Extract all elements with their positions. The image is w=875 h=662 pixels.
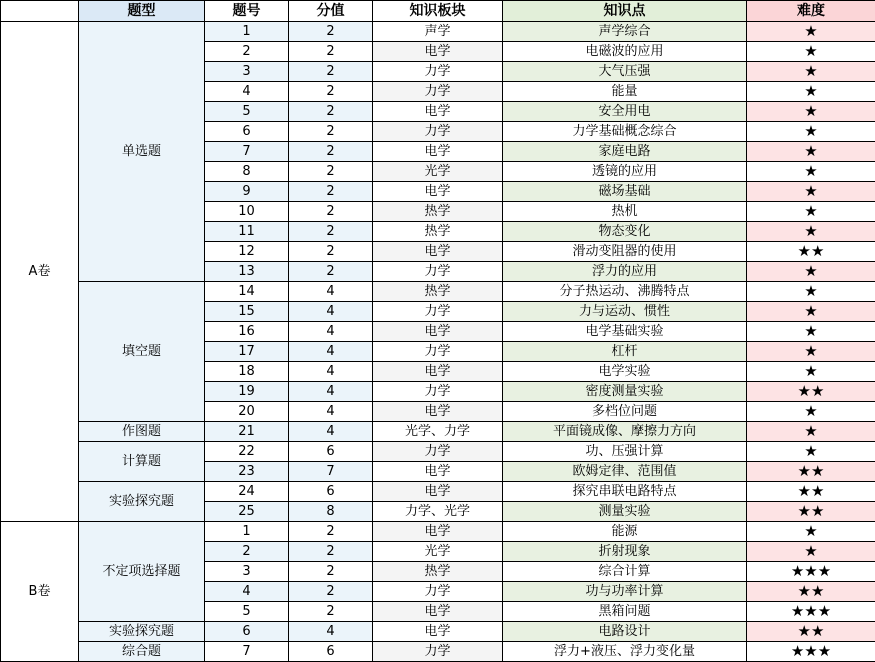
question-number: 21 bbox=[205, 422, 289, 442]
section-cell: 热学 bbox=[373, 222, 503, 242]
score-cell: 2 bbox=[289, 142, 373, 162]
score-cell: 2 bbox=[289, 522, 373, 542]
section-cell: 力学 bbox=[373, 442, 503, 462]
score-cell: 6 bbox=[289, 442, 373, 462]
score-cell: 2 bbox=[289, 162, 373, 182]
score-cell: 4 bbox=[289, 302, 373, 322]
difficulty-stars: ★ bbox=[747, 442, 875, 462]
section-cell: 力学 bbox=[373, 642, 503, 662]
difficulty-stars: ★★ bbox=[747, 242, 875, 262]
knowledge-cell: 声学综合 bbox=[503, 22, 747, 42]
question-number: 14 bbox=[205, 282, 289, 302]
knowledge-cell: 能源 bbox=[503, 522, 747, 542]
difficulty-stars: ★ bbox=[747, 422, 875, 442]
section-cell: 力学 bbox=[373, 582, 503, 602]
score-cell: 2 bbox=[289, 102, 373, 122]
question-number: 4 bbox=[205, 582, 289, 602]
question-number: 2 bbox=[205, 542, 289, 562]
question-number: 9 bbox=[205, 182, 289, 202]
score-cell: 6 bbox=[289, 642, 373, 662]
question-number: 25 bbox=[205, 502, 289, 522]
question-number: 20 bbox=[205, 402, 289, 422]
section-cell: 电学 bbox=[373, 462, 503, 482]
table-row bbox=[1, 442, 875, 462]
type-calculation: 计算题 bbox=[79, 442, 205, 482]
difficulty-stars: ★ bbox=[747, 142, 875, 162]
knowledge-cell: 力学基础概念综合 bbox=[503, 122, 747, 142]
knowledge-cell: 能量 bbox=[503, 82, 747, 102]
question-number: 3 bbox=[205, 62, 289, 82]
score-cell: 7 bbox=[289, 462, 373, 482]
question-number: 7 bbox=[205, 642, 289, 662]
table-row bbox=[1, 422, 875, 442]
type-comprehensive: 综合题 bbox=[79, 642, 205, 662]
section-cell: 力学 bbox=[373, 262, 503, 282]
question-number: 17 bbox=[205, 342, 289, 362]
question-number: 18 bbox=[205, 362, 289, 382]
section-cell: 力学 bbox=[373, 62, 503, 82]
knowledge-cell: 透镜的应用 bbox=[503, 162, 747, 182]
difficulty-stars: ★ bbox=[747, 302, 875, 322]
section-cell: 力学、光学 bbox=[373, 502, 503, 522]
knowledge-cell: 测量实验 bbox=[503, 502, 747, 522]
section-cell: 电学 bbox=[373, 402, 503, 422]
table-row bbox=[1, 522, 875, 542]
knowledge-cell: 黑箱问题 bbox=[503, 602, 747, 622]
knowledge-cell: 浮力的应用 bbox=[503, 262, 747, 282]
section-cell: 力学 bbox=[373, 122, 503, 142]
difficulty-stars: ★★ bbox=[747, 622, 875, 642]
knowledge-cell: 家庭电路 bbox=[503, 142, 747, 162]
score-cell: 2 bbox=[289, 262, 373, 282]
difficulty-stars: ★ bbox=[747, 122, 875, 142]
difficulty-stars: ★ bbox=[747, 162, 875, 182]
difficulty-stars: ★★★ bbox=[747, 642, 875, 662]
header-juan bbox=[1, 1, 79, 22]
section-cell: 电学 bbox=[373, 322, 503, 342]
table-row bbox=[1, 642, 875, 662]
score-cell: 2 bbox=[289, 122, 373, 142]
question-number: 19 bbox=[205, 382, 289, 402]
knowledge-cell: 密度测量实验 bbox=[503, 382, 747, 402]
score-cell: 4 bbox=[289, 382, 373, 402]
section-cell: 电学 bbox=[373, 42, 503, 62]
knowledge-cell: 安全用电 bbox=[503, 102, 747, 122]
question-number: 24 bbox=[205, 482, 289, 502]
score-cell: 2 bbox=[289, 242, 373, 262]
table-row bbox=[1, 282, 875, 302]
knowledge-cell: 电学实验 bbox=[503, 362, 747, 382]
difficulty-stars: ★ bbox=[747, 82, 875, 102]
knowledge-cell: 探究串联电路特点 bbox=[503, 482, 747, 502]
section-cell: 电学 bbox=[373, 602, 503, 622]
section-cell: 力学 bbox=[373, 342, 503, 362]
question-number: 8 bbox=[205, 162, 289, 182]
difficulty-stars: ★ bbox=[747, 222, 875, 242]
header-difficulty: 难度 bbox=[747, 1, 875, 22]
section-cell: 力学 bbox=[373, 382, 503, 402]
score-cell: 2 bbox=[289, 82, 373, 102]
question-number: 22 bbox=[205, 442, 289, 462]
difficulty-stars: ★★★ bbox=[747, 562, 875, 582]
section-cell: 声学 bbox=[373, 22, 503, 42]
difficulty-stars: ★ bbox=[747, 522, 875, 542]
difficulty-stars: ★ bbox=[747, 202, 875, 222]
difficulty-stars: ★ bbox=[747, 342, 875, 362]
table-row bbox=[1, 22, 875, 42]
header-row bbox=[1, 1, 875, 22]
knowledge-cell: 欧姆定律、范围值 bbox=[503, 462, 747, 482]
knowledge-cell: 物态变化 bbox=[503, 222, 747, 242]
section-cell: 电学 bbox=[373, 102, 503, 122]
knowledge-cell: 功、压强计算 bbox=[503, 442, 747, 462]
knowledge-cell: 多档位问题 bbox=[503, 402, 747, 422]
score-cell: 6 bbox=[289, 482, 373, 502]
section-cell: 电学 bbox=[373, 522, 503, 542]
question-number: 12 bbox=[205, 242, 289, 262]
knowledge-cell: 力与运动、惯性 bbox=[503, 302, 747, 322]
score-cell: 4 bbox=[289, 622, 373, 642]
knowledge-cell: 磁场基础 bbox=[503, 182, 747, 202]
knowledge-cell: 热机 bbox=[503, 202, 747, 222]
table-row bbox=[1, 622, 875, 642]
score-cell: 2 bbox=[289, 22, 373, 42]
score-cell: 4 bbox=[289, 282, 373, 302]
section-cell: 电学 bbox=[373, 182, 503, 202]
difficulty-stars: ★ bbox=[747, 182, 875, 202]
score-cell: 2 bbox=[289, 222, 373, 242]
question-number: 5 bbox=[205, 602, 289, 622]
knowledge-cell: 平面镜成像、摩擦力方向 bbox=[503, 422, 747, 442]
knowledge-cell: 电路设计 bbox=[503, 622, 747, 642]
knowledge-cell: 功与功率计算 bbox=[503, 582, 747, 602]
knowledge-cell: 折射现象 bbox=[503, 542, 747, 562]
question-number: 4 bbox=[205, 82, 289, 102]
score-cell: 2 bbox=[289, 562, 373, 582]
type-experiment: 实验探究题 bbox=[79, 482, 205, 522]
score-cell: 2 bbox=[289, 62, 373, 82]
type-drawing: 作图题 bbox=[79, 422, 205, 442]
question-number: 6 bbox=[205, 622, 289, 642]
section-cell: 电学 bbox=[373, 482, 503, 502]
difficulty-stars: ★★ bbox=[747, 582, 875, 602]
score-cell: 2 bbox=[289, 202, 373, 222]
section-cell: 力学 bbox=[373, 82, 503, 102]
knowledge-cell: 杠杆 bbox=[503, 342, 747, 362]
header-type: 题型 bbox=[79, 1, 205, 22]
section-cell: 热学 bbox=[373, 202, 503, 222]
knowledge-cell: 浮力+液压、浮力变化量 bbox=[503, 642, 747, 662]
question-number: 3 bbox=[205, 562, 289, 582]
question-number: 1 bbox=[205, 22, 289, 42]
type-multi-choice: 不定项选择题 bbox=[79, 522, 205, 622]
score-cell: 4 bbox=[289, 362, 373, 382]
knowledge-cell: 大气压强 bbox=[503, 62, 747, 82]
type-experiment-b: 实验探究题 bbox=[79, 622, 205, 642]
score-cell: 2 bbox=[289, 42, 373, 62]
paper-a-cell: A卷 bbox=[1, 22, 79, 522]
section-cell: 力学 bbox=[373, 302, 503, 322]
score-cell: 2 bbox=[289, 542, 373, 562]
difficulty-stars: ★★ bbox=[747, 462, 875, 482]
knowledge-cell: 综合计算 bbox=[503, 562, 747, 582]
question-number: 6 bbox=[205, 122, 289, 142]
type-fill-blank: 填空题 bbox=[79, 282, 205, 422]
section-cell: 电学 bbox=[373, 362, 503, 382]
difficulty-stars: ★ bbox=[747, 62, 875, 82]
question-number: 5 bbox=[205, 102, 289, 122]
question-number: 23 bbox=[205, 462, 289, 482]
header-section: 知识板块 bbox=[373, 1, 503, 22]
section-cell: 热学 bbox=[373, 562, 503, 582]
score-cell: 4 bbox=[289, 422, 373, 442]
question-number: 15 bbox=[205, 302, 289, 322]
paper-b-cell: B卷 bbox=[1, 522, 79, 662]
knowledge-cell: 分子热运动、沸腾特点 bbox=[503, 282, 747, 302]
score-cell: 4 bbox=[289, 402, 373, 422]
question-number: 16 bbox=[205, 322, 289, 342]
difficulty-stars: ★ bbox=[747, 262, 875, 282]
difficulty-stars: ★ bbox=[747, 322, 875, 342]
question-number: 7 bbox=[205, 142, 289, 162]
score-cell: 4 bbox=[289, 322, 373, 342]
header-score: 分值 bbox=[289, 1, 373, 22]
difficulty-stars: ★ bbox=[747, 402, 875, 422]
header-no: 题号 bbox=[205, 1, 289, 22]
knowledge-cell: 电磁波的应用 bbox=[503, 42, 747, 62]
table-row bbox=[1, 482, 875, 502]
section-cell: 光学 bbox=[373, 162, 503, 182]
difficulty-stars: ★ bbox=[747, 22, 875, 42]
question-number: 11 bbox=[205, 222, 289, 242]
section-cell: 电学 bbox=[373, 242, 503, 262]
difficulty-stars: ★ bbox=[747, 542, 875, 562]
score-cell: 2 bbox=[289, 182, 373, 202]
difficulty-stars: ★★★ bbox=[747, 602, 875, 622]
question-number: 2 bbox=[205, 42, 289, 62]
difficulty-stars: ★ bbox=[747, 102, 875, 122]
knowledge-cell: 电学基础实验 bbox=[503, 322, 747, 342]
section-cell: 电学 bbox=[373, 622, 503, 642]
section-cell: 光学、力学 bbox=[373, 422, 503, 442]
difficulty-stars: ★ bbox=[747, 362, 875, 382]
score-cell: 2 bbox=[289, 582, 373, 602]
question-number: 13 bbox=[205, 262, 289, 282]
section-cell: 光学 bbox=[373, 542, 503, 562]
question-number: 1 bbox=[205, 522, 289, 542]
header-knowledge: 知识点 bbox=[503, 1, 747, 22]
difficulty-stars: ★ bbox=[747, 42, 875, 62]
difficulty-stars: ★ bbox=[747, 282, 875, 302]
type-single-choice: 单选题 bbox=[79, 22, 205, 282]
difficulty-stars: ★★ bbox=[747, 502, 875, 522]
score-cell: 2 bbox=[289, 602, 373, 622]
section-cell: 电学 bbox=[373, 142, 503, 162]
section-cell: 热学 bbox=[373, 282, 503, 302]
difficulty-stars: ★★ bbox=[747, 482, 875, 502]
knowledge-cell: 滑动变阻器的使用 bbox=[503, 242, 747, 262]
score-cell: 8 bbox=[289, 502, 373, 522]
question-number: 10 bbox=[205, 202, 289, 222]
score-cell: 4 bbox=[289, 342, 373, 362]
difficulty-stars: ★★ bbox=[747, 382, 875, 402]
